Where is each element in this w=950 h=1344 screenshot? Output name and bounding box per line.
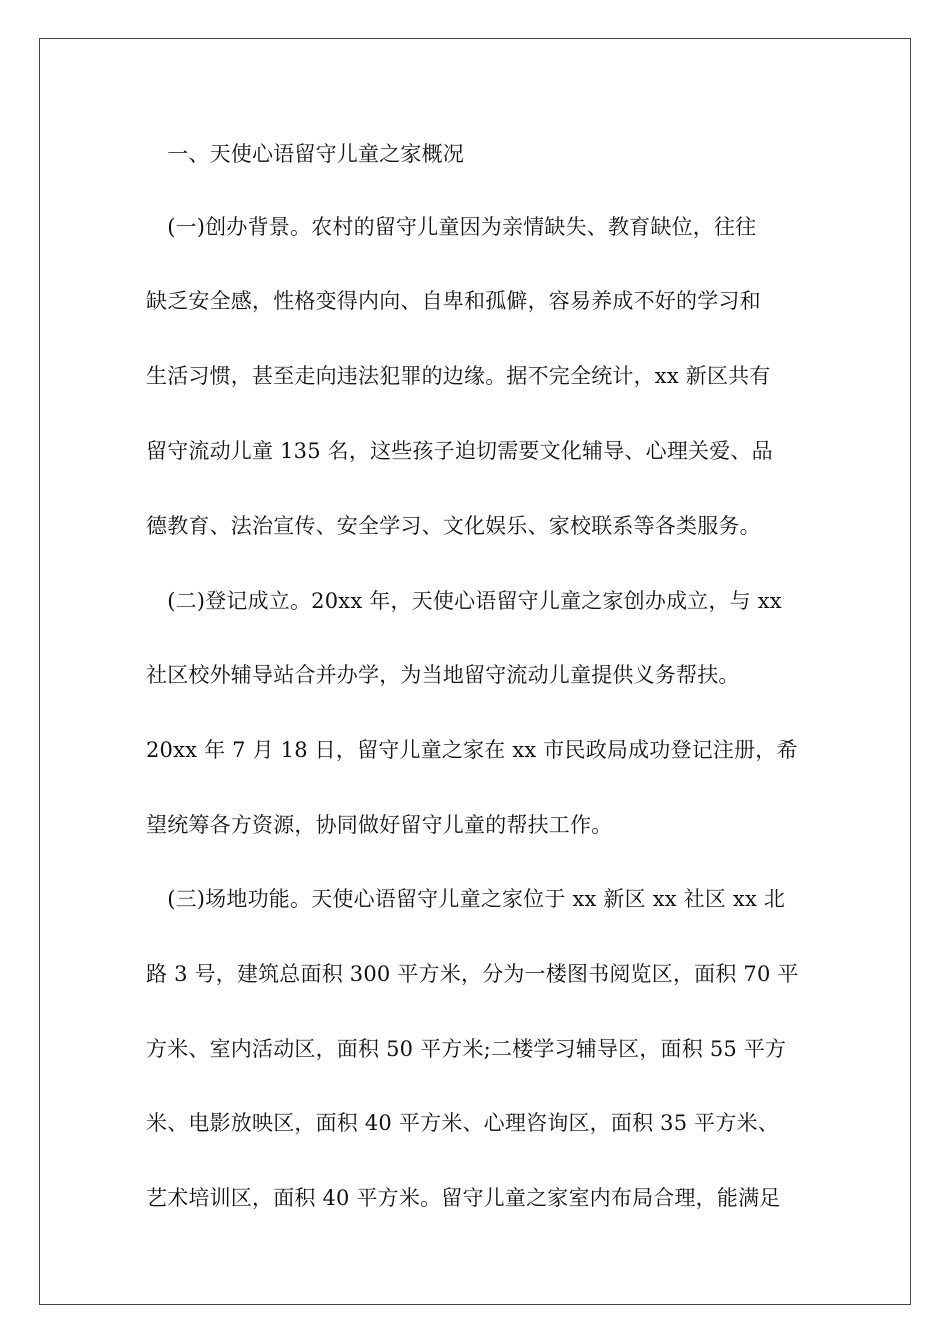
- section-heading: 一、天使心语留守儿童之家概况: [146, 142, 464, 166]
- paragraph-line: 方米、室内活动区，面积 50 平方米;二楼学习辅导区，面积 55 平方: [146, 1037, 787, 1061]
- paragraph-line: (一)创办背景。农村的留守儿童因为亲情缺失、教育缺位，往往: [146, 215, 757, 239]
- paragraph-line: (二)登记成立。20xx 年，天使心语留守儿童之家创办成立，与 xx: [146, 589, 782, 613]
- paragraph-line: 艺术培训区，面积 40 平方米。留守儿童之家室内布局合理，能满足: [146, 1186, 781, 1210]
- paragraph-line: 留守流动儿童 135 名，这些孩子迫切需要文化辅导、心理关爱、品: [146, 439, 773, 463]
- paragraph-line: 社区校外辅导站合并办学，为当地留守流动儿童提供义务帮扶。: [146, 663, 740, 687]
- paragraph-line: 望统筹各方资源，协同做好留守儿童的帮扶工作。: [146, 813, 613, 837]
- paragraph-line: 德教育、法治宣传、安全学习、文化娱乐、家校联系等各类服务。: [146, 514, 761, 538]
- paragraph-line: 路 3 号，建筑总面积 300 平方米，分为一楼图书阅览区，面积 70 平: [146, 962, 799, 986]
- paragraph-line: 缺乏安全感，性格变得内向、自卑和孤僻，容易养成不好的学习和: [146, 289, 761, 313]
- paragraph-line: (三)场地功能。天使心语留守儿童之家位于 xx 新区 xx 社区 xx 北: [146, 887, 786, 911]
- paragraph-line: 20xx 年 7 月 18 日，留守儿童之家在 xx 市民政局成功登记注册，希: [146, 738, 798, 762]
- paragraph-line: 生活习惯，甚至走向违法犯罪的边缘。据不完全统计，xx 新区共有: [146, 364, 771, 388]
- paragraph-line: 米、电影放映区，面积 40 平方米、心理咨询区，面积 35 平方米、: [146, 1111, 779, 1135]
